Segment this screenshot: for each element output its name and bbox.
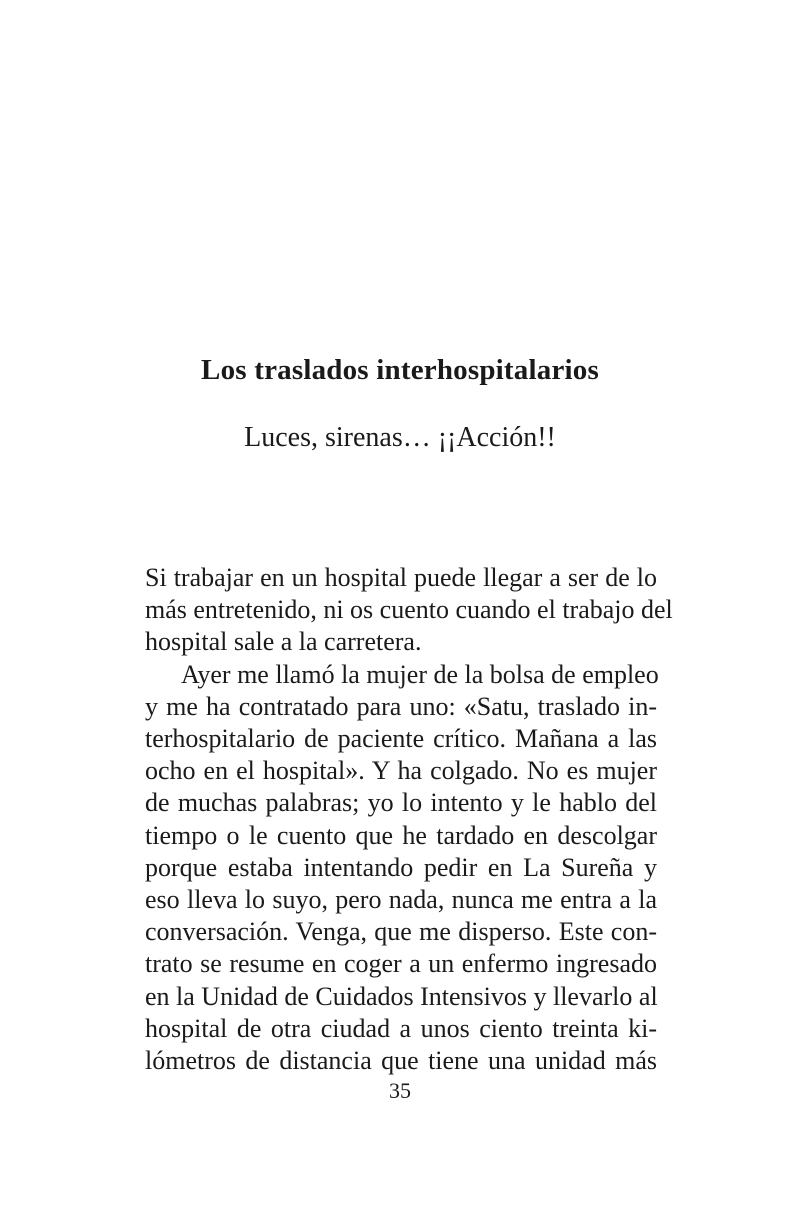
text-line: más entretenido, ni os cuento cuando el trabajo del xyxy=(145,595,673,625)
text-line: porque estaba intentando pedir en La Sureña y xyxy=(145,852,657,882)
page-number: 35 xyxy=(389,1078,411,1103)
text-line: conversación. Venga, que me disperso. Este con- xyxy=(145,917,657,947)
chapter-title: Los traslados interhospitalarios xyxy=(201,354,599,386)
paragraph-1 xyxy=(145,562,673,659)
text-line: tiempo o le cuento que he tardado en descolgar xyxy=(145,820,657,850)
text-line: y me ha contratado para uno: «Satu, traslado in- xyxy=(145,691,657,721)
paragraph-2 xyxy=(145,659,657,1078)
text-line: terhospitalario de paciente crítico. Mañana a las xyxy=(145,724,657,754)
text-line: en la Unidad de Cuidados Intensivos y llevarlo al xyxy=(145,981,658,1011)
text-line: ocho en el hospital». Y ha colgado. No es mujer xyxy=(145,756,657,786)
text-line: eso lleva lo suyo, pero nada, nunca me entra a la xyxy=(145,885,657,915)
body-text xyxy=(145,562,673,1077)
text-line: Ayer me llamó la mujer de la bolsa de empleo xyxy=(181,659,659,689)
text-line: de muchas palabras; yo lo intento y le hablo del xyxy=(145,788,657,818)
chapter-subtitle: Luces, sirenas… ¡¡Acción!! xyxy=(244,422,556,453)
text-line: Si trabajar en un hospital puede llegar a ser de lo xyxy=(145,563,657,592)
text-line: lómetros de distancia que tiene una unidad más xyxy=(145,1046,657,1076)
text-line: trato se resume en coger a un enfermo ingresado xyxy=(145,949,657,979)
text-line: hospital sale a la carretera. xyxy=(145,627,422,657)
text-line: hospital de otra ciudad a unos ciento treinta ki- xyxy=(145,1013,657,1043)
